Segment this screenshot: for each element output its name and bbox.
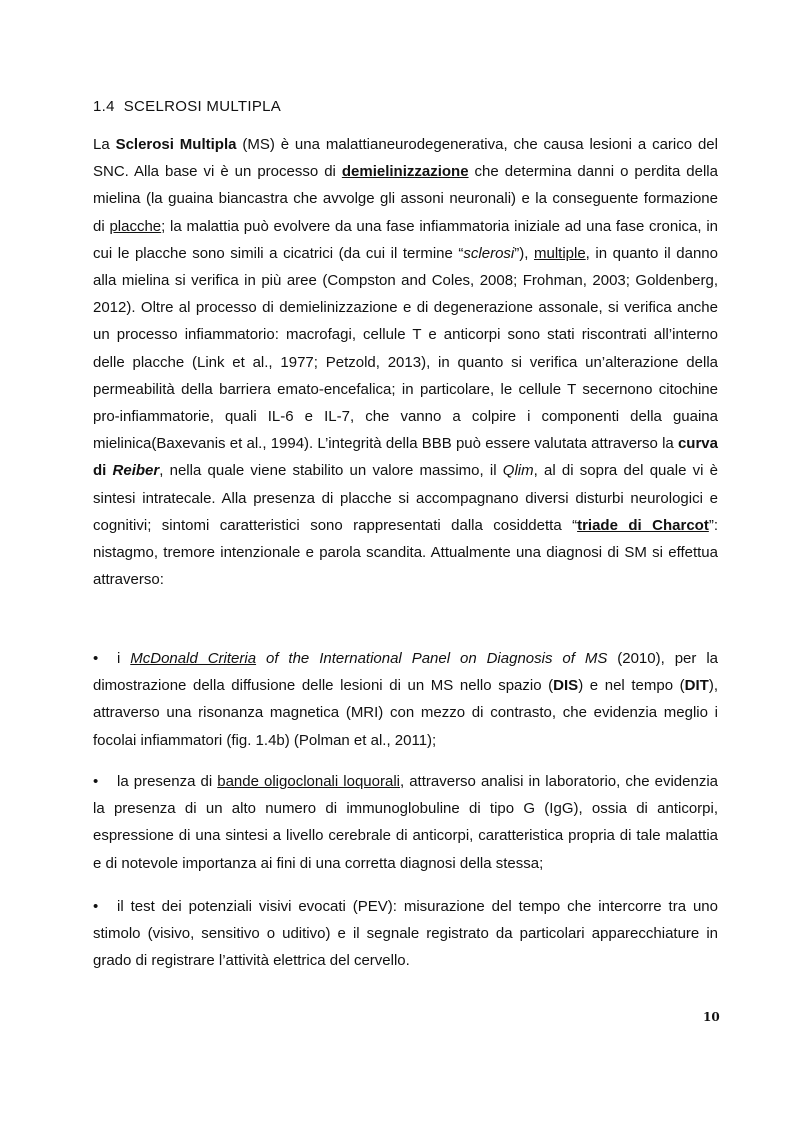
text-run: , in quanto il danno alla mielina si verifica in più aree (Compston and Coles, 2008; Frohman, 2003; Goldenberg, 2012). Oltre al processo di demielinizzazione e di degenerazione assonale, si verifica anche un processo infiammatorio: macrofagi, cellule T e anticorpi sono stati riscontrati all’interno delle placche (Link et al., 1977; Petzold, 2013), in quanto si verifica un’alterazione della permeabilità della barriera emato-encefalica; in particolare, le cellule T secernono citochine pro-infiammatorie, quali IL-6 e IL-7, che vanno a colpire i componenti della guaina mielinica(Baxevanis et al., 1994). L’integrità della BBB può essere valutata attraverso la <box>93 244 718 453</box>
text-run: of the International Panel on Diagnosis of MS <box>256 650 608 667</box>
text-run: ), attraverso una risonanza magnetica (MRI) con mezzo di contrasto, che evidenzia meglio i focolai infiammatori (fig. 1.4b) (Polman et al., 2011); <box>93 677 718 749</box>
text-run: ”: nistagmo, tremore intenzionale e parola scandita. Attualmente una diagnosi di SM si effettua attraverso: <box>93 516 718 589</box>
text-run: ) e nel tempo ( <box>578 677 685 695</box>
term-bande-oligoclonali: bande oligoclonali loquorali <box>217 773 400 790</box>
text-run: , attraverso analisi in laboratorio, che evidenzia la presenza di un alto numero di immunoglobuline di tipo G (IgG), ossia di anticorpi, espressione di una sintesi a livello cerebrale di anticorpi, caratteristica propria di tale malattia e di notevole importanza ai fini di una corretta diagnosi della stessa; <box>93 773 718 872</box>
bullet-icon: • <box>93 898 99 915</box>
text-run: il test dei potenziali visivi evocati (PEV): misurazione del tempo che intercorre tra uno stimolo (visivo, sensitivo o uditivo) e il segnale registrato da particolari apparecchiature in grado di registrare l’attività elettrica del cervello. <box>93 898 718 970</box>
term-sclerosi-multipla: Sclerosi Multipla <box>115 136 237 153</box>
list-item <box>93 768 718 877</box>
text-run: i <box>117 650 131 667</box>
term-placche: placche <box>109 217 162 235</box>
text-run: , al di sopra del quale vi è sintesi intratecale. Alla presenza di placche si accompagnano diversi disturbi neurologici e cognitivi; sintomi caratteristici sono rappresentati dalla cosiddetta “ <box>93 462 719 534</box>
text-run: che determina danni o perdita della mielina (la guaina biancastra che avvolge gli assoni neuronali) e la conseguente formazione di <box>93 163 718 235</box>
section-heading <box>93 98 281 115</box>
page-number: 10 <box>703 1010 720 1024</box>
text-run: la presenza di <box>117 773 218 790</box>
list-item <box>93 645 718 754</box>
section-title: SCELROSI MULTIPLA <box>123 98 282 115</box>
term-sclerosi: sclerosi <box>463 244 515 262</box>
list-item <box>93 893 718 975</box>
text-run: ; la malattia può evolvere da una fase infiammatoria iniziale ad una fase cronica, in cui le placche sono simili a cicatrici (da cui il termine “ <box>93 217 718 262</box>
section-number: 1.4 <box>93 98 115 115</box>
term-demielinizzazione: demielinizzazione <box>341 163 469 181</box>
term-dis: DIS <box>553 677 579 695</box>
text-run: ”), <box>514 244 534 262</box>
bullet-icon: • <box>93 650 99 667</box>
body-paragraph <box>93 131 718 593</box>
term-mcdonald-criteria: McDonald Criteria <box>130 650 257 667</box>
text-run: La <box>93 136 116 153</box>
bullet-icon: • <box>93 773 99 790</box>
text-run: (MS) è una malattianeurodegenerativa, che causa lesioni a carico del SNC. Alla base vi è un processo di <box>93 136 718 181</box>
term-curva-di: curva di <box>93 435 718 480</box>
term-multiple: multiple <box>533 244 586 262</box>
text-run: , nella quale viene stabilito un valore massimo, il <box>159 462 503 480</box>
term-qlim: Qlim <box>502 462 534 480</box>
term-triade-di-charcot: triade di Charcot <box>577 516 709 534</box>
text-run: (2010), per la dimostrazione della diffusione delle lesioni di un MS nello spazio ( <box>93 650 718 695</box>
term-reiber: Reiber <box>112 462 160 480</box>
term-dit: DIT <box>684 677 709 695</box>
